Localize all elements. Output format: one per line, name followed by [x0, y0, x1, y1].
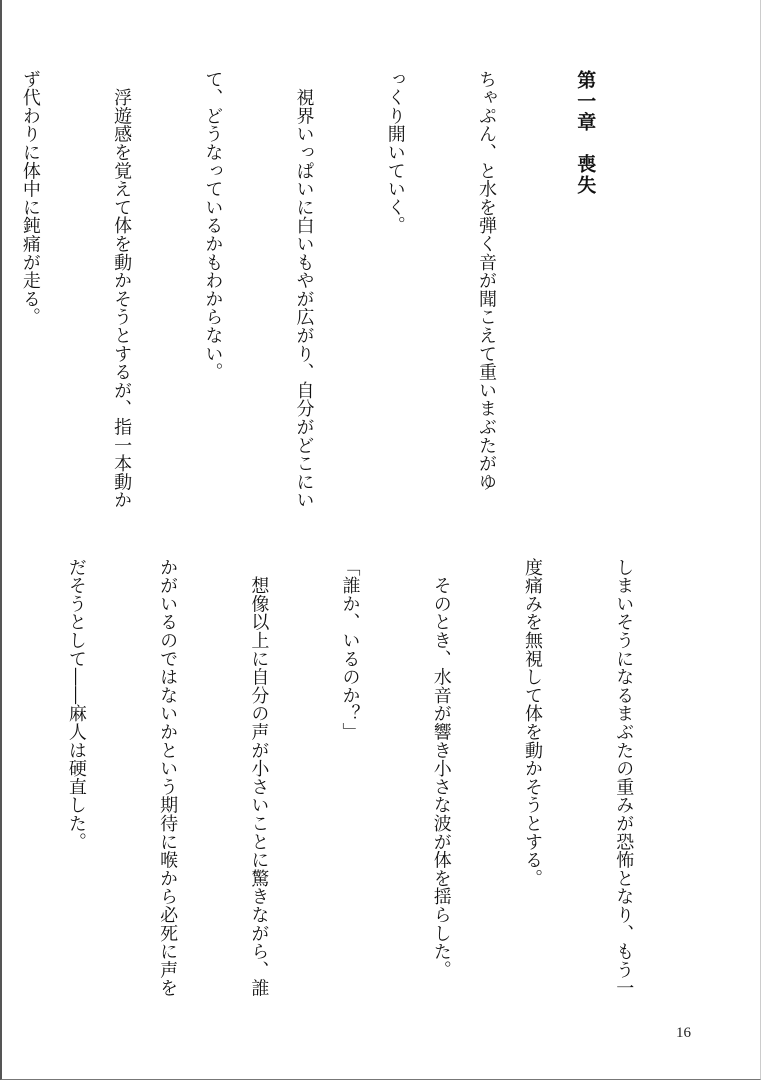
text-line: 度痛みを無視して体を動かそうとする。: [521, 558, 543, 888]
upper-text-block: [19, 70, 661, 520]
lower-text-block: [65, 558, 699, 998]
text-line: 視界いっぱいに白いもやが広がり、自分がどこにい: [293, 70, 315, 510]
text-line: 想像以上に自分の声が小さいことに驚きながら、誰: [248, 558, 270, 998]
text-line: 「誰か、いるのか？」: [339, 558, 361, 741]
text-line: て、どうなっているかもわからない。: [202, 70, 224, 382]
page-number: 16: [676, 1025, 691, 1041]
text-line: ず代わりに体中に鈍痛が走る。: [19, 70, 41, 327]
text-line: だそうとして――麻人は硬直した。: [65, 558, 87, 851]
text-line: かがいるのではないかという期待に喉から必死に声を: [157, 558, 179, 998]
text-line: しまいそうになるまぶたの重みが恐怖となり、もう一: [613, 558, 635, 998]
text-line: 浮遊感を覚えて体を動かそうとするが、指一本動か: [111, 70, 133, 510]
text-line: ちゃぷん、と水を弾く音が聞こえて重いまぶたがゆ: [475, 70, 497, 491]
text-line: っくり開いていく。: [384, 70, 406, 235]
text-line: そのとき、水音が響き小さな波が体を揺らした。: [430, 558, 452, 979]
chapter-title: 第一章 喪失: [574, 70, 597, 196]
